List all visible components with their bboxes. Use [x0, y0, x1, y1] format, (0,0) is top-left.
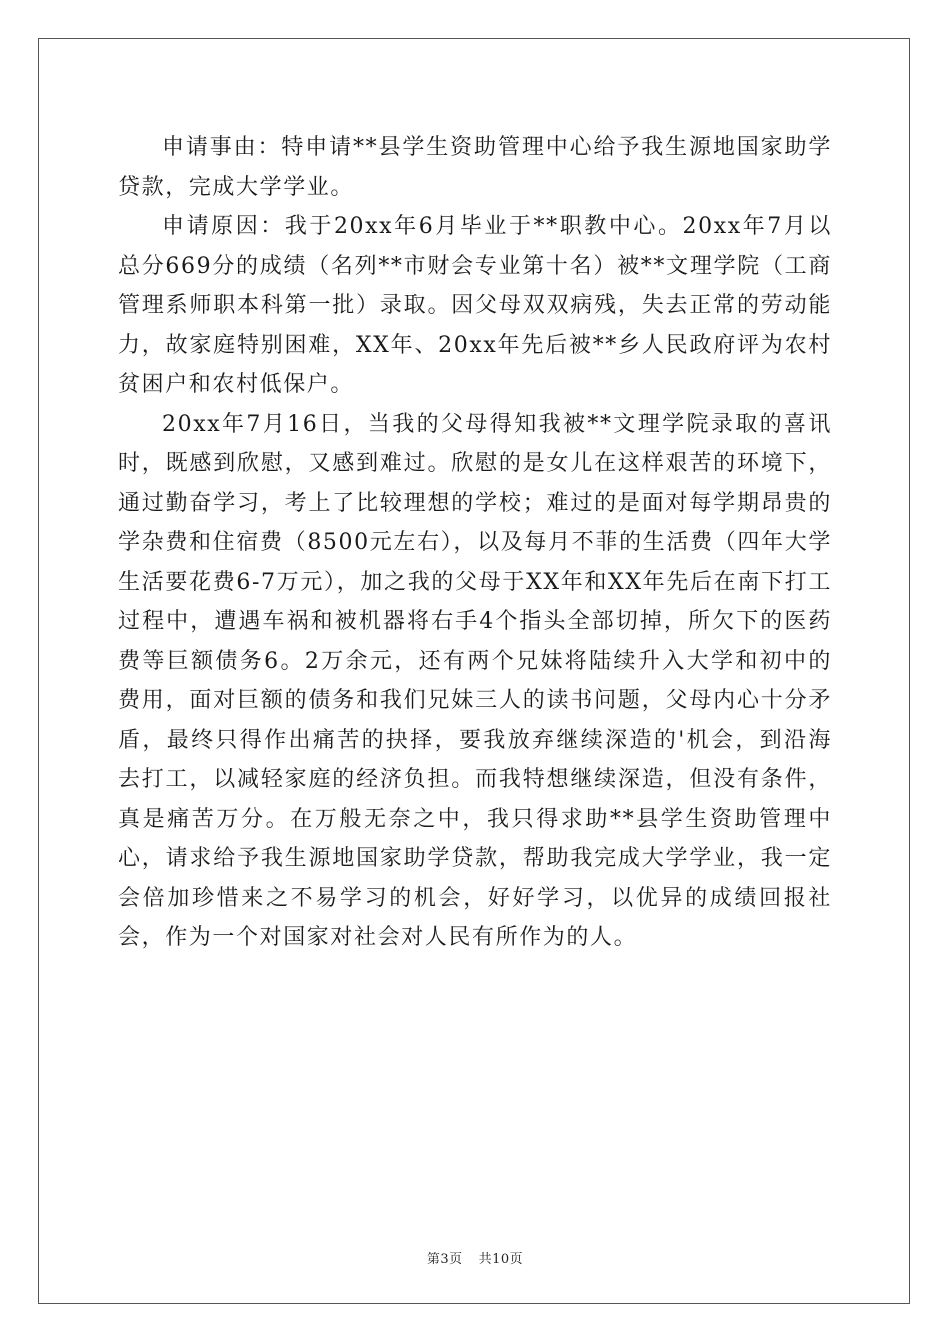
paragraph-application-reason: 申请原因：我于20xx年6月毕业于**职教中心。20xx年7月以总分669分的成绩（名列**市财会专业第十名）被**文理学院（工商管理系师职本科第一批）录取。因父母双双病残，失去正常的劳动能力，故家庭特别困难，XX年、20xx年先后被**乡人民政府评为农村贫困户和农村低保户。	[118, 214, 832, 397]
page-total: 共10页	[478, 1252, 524, 1267]
paragraph-family-situation: 20xx年7月16日，当我的父母得知我被**文理学院录取的喜讯时，既感到欣慰，又感到难过。欣慰的是女儿在这样艰苦的环境下，通过勤奋学习，考上了比较理想的学校；难过的是面对每学期昂贵的学杂费和住宿费（8500元左右），以及每月不菲的生活费（四年大学生活要花费6-7万元），加之我的父母于XX年和XX年先后在南下打工过程中，遭遇车祸和被机器将右手4个指头全部切掉，所欠下的医药费等巨额债务6。2万余元，还有两个兄妹将陆续升入大学和初中的费用，面对巨额的债务和我们兄妹三人的读书问题，父母内心十分矛盾，最终只得作出痛苦的抉择，要我放弃继续深造的'机会，到沿海去打工，以减轻家庭的经济负担。而我特想继续深造，但没有条件，真是痛苦万分。在万般无奈之中，我只得求助**县学生资助管理中心，请求给予我生源地国家助学贷款，帮助我完成大学学业，我一定会倍加珍惜来之不易学习的机会，好好学习，以优异的成绩回报社会，作为一个对国家对社会对人民有所作为的人。	[118, 411, 832, 950]
page-footer	[0, 1248, 950, 1267]
paragraph-application-matter: 申请事由：特申请**县学生资助管理中心给予我生源地国家助学贷款，完成大学学业。	[118, 135, 832, 200]
document-body	[118, 128, 832, 958]
page-number: 第3页	[426, 1252, 463, 1267]
